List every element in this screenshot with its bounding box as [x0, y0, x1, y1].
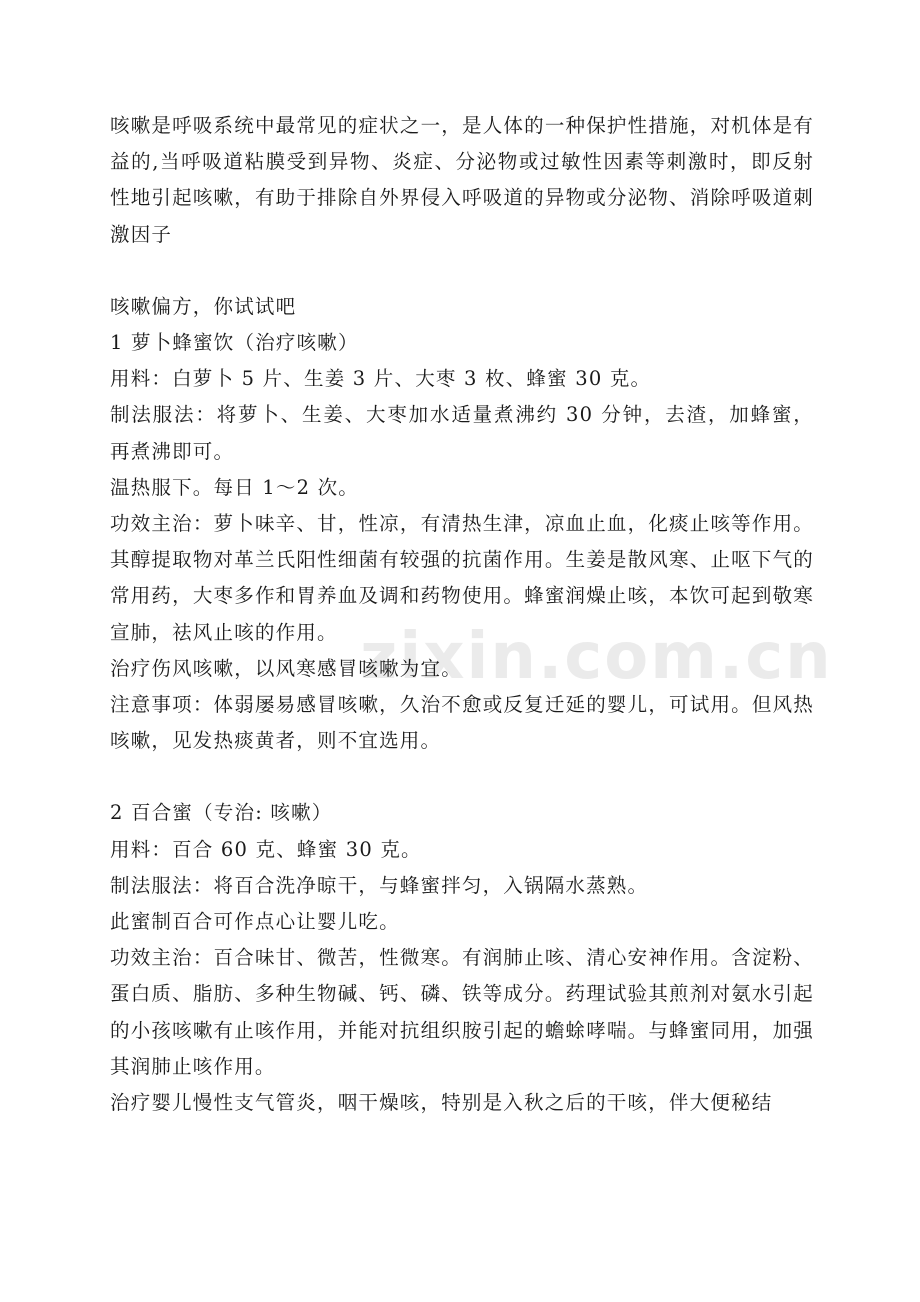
recipe2-indication: 治疗婴儿慢性支气管炎，咽干燥咳，特别是入秋之后的干咳，伴大便秘结 [110, 1091, 773, 1115]
recipe1-usage: 温热服下。每日 1～2 次。 [110, 475, 360, 499]
paragraph-gap [110, 759, 814, 795]
recipe1-title: 1 萝卜蜂蜜饮（治疗咳嗽） [110, 331, 359, 355]
intro-paragraph: 咳嗽是呼吸系统中最常见的症状之一，是人体的一种保护性措施，对机体是有益的,当呼吸道粘膜受到异物、炎症、分泌物或过敏性因素等刺激时，即反射性地引起咳嗽，有助于排除自外界侵入呼吸道的异物或分泌物、消除呼吸道刺激因子 [110, 114, 814, 246]
recipe1-ingredients: 用料：白萝卜 5 片、生姜 3 片、大枣 3 枚、蜂蜜 30 克。 [110, 367, 652, 391]
recipe1-notes: 注意事项：体弱屡易感冒咳嗽，久治不愈或反复迁延的婴儿，可试用。但风热咳嗽，见发热痰黄者，则不宜选用。 [110, 693, 814, 753]
recipe1-indication: 治疗伤风咳嗽，以风寒感冒咳嗽为宜。 [110, 656, 462, 680]
watermark: zixin.com.cn [360, 620, 833, 694]
paragraph-gap [110, 253, 814, 289]
recipe2-title: 2 百合蜜（专治: 咳嗽） [110, 801, 333, 825]
recipe2-ingredients: 用料：百合 60 克、蜂蜜 30 克。 [110, 837, 422, 861]
recipe2-usage: 此蜜制百合可作点心让婴儿吃。 [110, 910, 400, 934]
recipe2-method: 制法服法：将百合洗净晾干，与蜂蜜拌匀，入锅隔水蒸熟。 [110, 873, 649, 897]
recipe2-effect: 功效主治：百合味甘、微苦，性微寒。有润肺止咳、清心安神作用。含淀粉、蛋白质、脂肪、多种生物碱、钙、磷、铁等成分。药理试验其煎剂对氨水引起的小孩咳嗽有止咳作用，并能对抗组织胺引起的蟾蜍哮喘。与蜂蜜同用，加强其润肺止咳作用。 [110, 946, 814, 1078]
document-body [110, 108, 814, 1121]
section-title: 咳嗽偏方，你试试吧 [110, 294, 297, 318]
recipe1-method: 制法服法：将萝卜、生姜、大枣加水适量煮沸约 30 分钟，去渣，加蜂蜜，再煮沸即可。 [110, 403, 814, 463]
recipe1-effect: 功效主治：萝卜味辛、甘，性凉，有清热生津，凉血止血，化痰止咳等作用。其醇提取物对革兰氏阳性细菌有较强的抗菌作用。生姜是散风寒、止呕下气的常用药，大枣多作和胃养血及调和药物使用。蜂蜜润燥止咳，本饮可起到敬寒宣肺，祛风止咳的作用。 [110, 512, 814, 644]
